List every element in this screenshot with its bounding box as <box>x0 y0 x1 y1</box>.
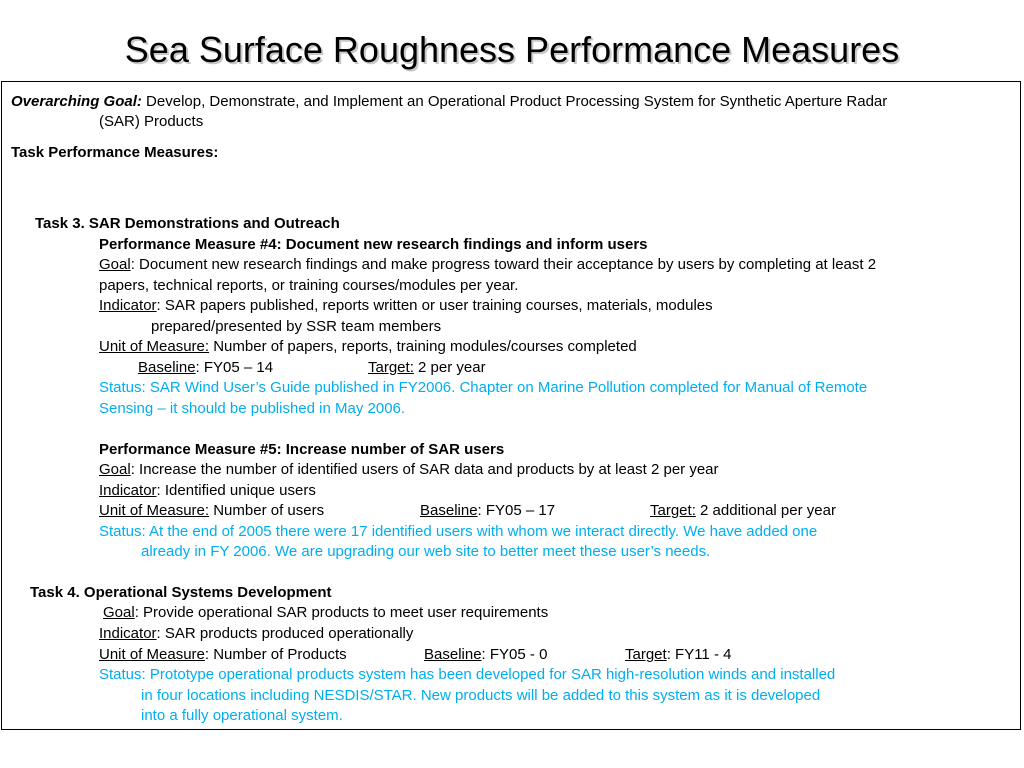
pm4-baseline-text: : FY05 – 14 <box>195 359 274 376</box>
task4-indicator <box>99 624 413 644</box>
pm4-goal-text: : Document new research findings and make progress toward their acceptance by users by completing at least 2 <box>130 256 877 273</box>
pm4-heading: Performance Measure #4: Document new research findings and inform users <box>99 236 648 253</box>
page-title: Sea Surface Roughness Performance Measures <box>124 29 900 70</box>
pm5-goal-label: Goal <box>99 461 131 478</box>
goal-text: Develop, Demonstrate, and Implement an Operational Product Processing System for Synthetic Aperture Radar <box>146 93 888 110</box>
pm4-status-1: Status: SAR Wind User’s Guide published in FY2006. Chapter on Marine Pollution completed for Manual of Remote <box>99 379 868 396</box>
pm5-unit <box>99 501 324 521</box>
pm4-indicator-text: : SAR papers published, reports written or user training courses, materials, modules <box>156 297 713 314</box>
goal-line <box>11 92 887 112</box>
pm4-unit-text: Number of papers, reports, training modules/courses completed <box>209 338 637 355</box>
pm5-status-1: Status: At the end of 2005 there were 17 identified users with whom we interact directly. We have added one <box>99 523 818 540</box>
task4-status-3: into a fully operational system. <box>141 707 343 724</box>
task3-heading: Task 3. SAR Demonstrations and Outreach <box>35 215 340 232</box>
pm4-goal-label: Goal <box>99 256 131 273</box>
pm4-target-label: Target: <box>368 359 414 376</box>
task4-baseline-text: : FY05 - 0 <box>481 646 548 663</box>
task4-goal-label: Goal <box>103 604 135 621</box>
pm4-indicator-label: Indicator <box>99 297 157 314</box>
pm4-unit <box>99 337 637 357</box>
pm5-target-label: Target: <box>650 502 696 519</box>
task4-target-label: Target <box>625 646 667 663</box>
pm4-baseline <box>138 358 273 378</box>
pm4-target <box>368 358 486 378</box>
task4-unit-label: Unit of Measure <box>99 646 205 663</box>
goal-label: Overarching Goal: <box>11 93 142 110</box>
pm5-heading: Performance Measure #5: Increase number of SAR users <box>99 441 505 458</box>
pm5-baseline-text: : FY05 – 17 <box>477 502 556 519</box>
task4-goal-text: : Provide operational SAR products to meet user requirements <box>134 604 549 621</box>
task4-heading: Task 4. Operational Systems Development <box>30 584 332 601</box>
task4-baseline-label: Baseline <box>424 646 482 663</box>
pm5-target <box>650 501 836 521</box>
pm5-status-2: already in FY 2006. We are upgrading our web site to better meet these user’s needs. <box>141 543 711 560</box>
pm4-target-text: 2 per year <box>413 359 486 376</box>
goal-text-cont: (SAR) Products <box>99 113 204 130</box>
task4-unit <box>99 645 347 665</box>
pm4-indicator-cont: prepared/presented by SSR team members <box>151 318 442 335</box>
pm5-unit-label: Unit of Measure: <box>99 502 210 519</box>
task4-unit-text: : Number of Products <box>204 646 347 663</box>
task4-status-2: in four locations including NESDIS/STAR. New products will be added to this system as it is developed <box>141 687 821 704</box>
pm5-indicator <box>99 481 316 501</box>
task4-target-text: : FY11 - 4 <box>666 646 732 663</box>
pm5-goal-text: : Increase the number of identified users of SAR data and products by at least 2 per year <box>130 461 719 478</box>
pm4-status-2: Sensing – it should be published in May 2006. <box>99 400 406 417</box>
pm5-target-text: 2 additional per year <box>695 502 836 519</box>
task4-indicator-text: : SAR products produced operationally <box>156 625 414 642</box>
pm5-indicator-text: : Identified unique users <box>156 482 316 499</box>
pm4-goal <box>99 255 876 275</box>
pm5-baseline <box>420 501 555 521</box>
pm5-indicator-label: Indicator <box>99 482 157 499</box>
pm4-indicator <box>99 296 713 316</box>
pm4-unit-label: Unit of Measure: <box>99 338 210 355</box>
task-measures-heading: Task Performance Measures: <box>11 144 219 161</box>
task4-target <box>625 645 731 665</box>
task4-goal <box>103 603 548 623</box>
task4-baseline <box>424 645 547 665</box>
task4-indicator-label: Indicator <box>99 625 157 642</box>
pm5-goal <box>99 460 719 480</box>
task4-status-1: Status: Prototype operational products system has been developed for SAR high-resolution winds and installed <box>99 666 836 683</box>
pm5-unit-text: Number of users <box>209 502 325 519</box>
pm4-goal-cont: papers, technical reports, or training courses/modules per year. <box>99 277 519 294</box>
pm4-baseline-label: Baseline <box>138 359 196 376</box>
pm5-baseline-label: Baseline <box>420 502 478 519</box>
